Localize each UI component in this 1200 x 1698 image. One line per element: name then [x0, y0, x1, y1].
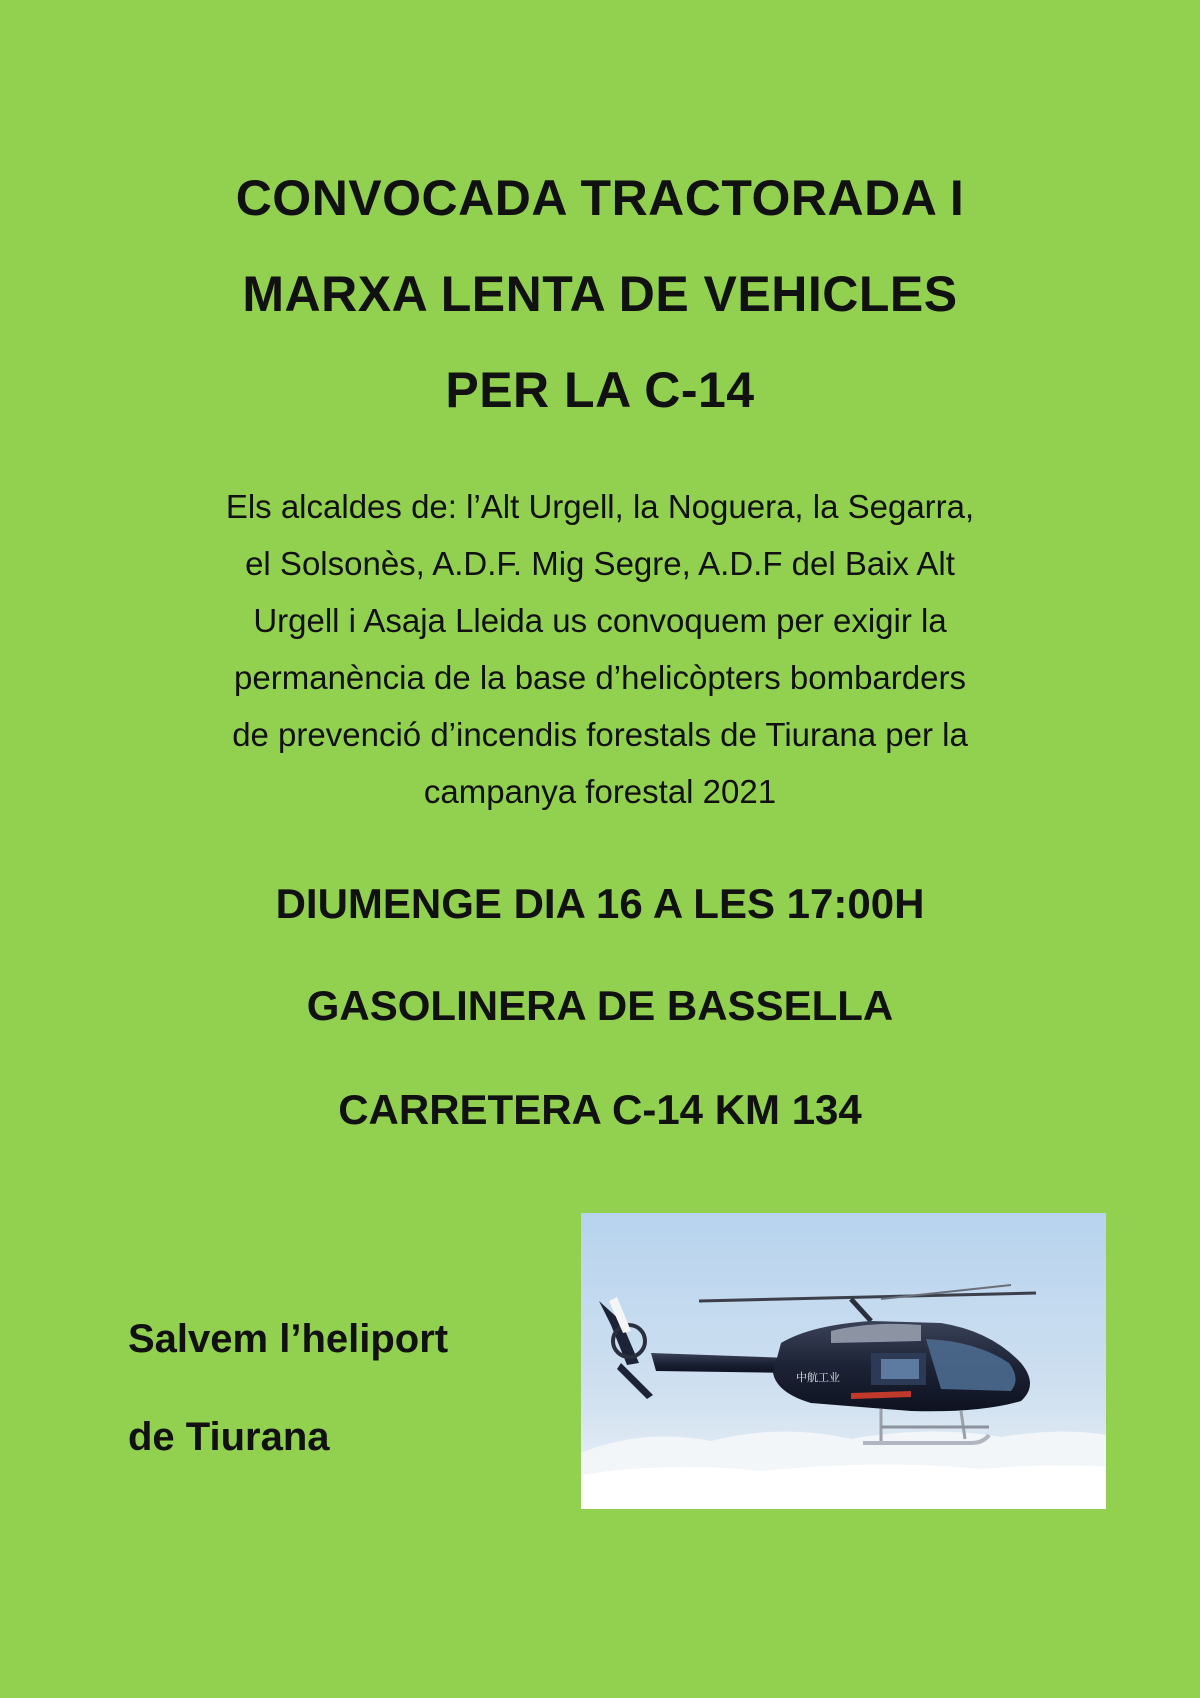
paragraph-line-6: campanya forestal 2021	[423, 773, 777, 810]
event-place: GASOLINERA DE BASSELLA	[306, 982, 894, 1029]
helicopter-icon	[581, 1213, 1106, 1509]
poster-title	[100, 150, 1100, 438]
title-line-2: MARXA LENTA DE VEHICLES	[242, 266, 958, 322]
announcement-paragraph	[100, 478, 1100, 820]
slogan-line-2: de Tiurana	[128, 1415, 330, 1459]
event-date: DIUMENGE DIA 16 A LES 17:00H	[275, 880, 925, 927]
paragraph-line-2: el Solsonès, A.D.F. Mig Segre, A.D.F del Baix Alt	[245, 545, 955, 582]
paragraph-line-3: Urgell i Asaja Lleida us convoquem per exigir la	[253, 602, 947, 639]
title-line-1: CONVOCADA TRACTORADA I	[235, 170, 965, 226]
paragraph-line-4: permanència de la base d’helicòpters bombarders	[234, 659, 966, 696]
slogan	[128, 1290, 448, 1486]
event-road: CARRETERA C-14 KM 134	[338, 1086, 862, 1133]
fuselage-text: 中航工业	[796, 1371, 840, 1384]
paragraph-line-1: Els alcaldes de: l’Alt Urgell, la Noguera, la Segarra,	[225, 488, 975, 525]
title-line-3: PER LA C-14	[445, 362, 755, 418]
slogan-line-1: Salvem l’heliport	[128, 1317, 449, 1361]
clouds-front	[581, 1464, 1106, 1509]
paragraph-line-5: de prevenció d’incendis forestals de Tiurana per la	[232, 716, 968, 753]
helicopter-photo	[581, 1213, 1106, 1509]
